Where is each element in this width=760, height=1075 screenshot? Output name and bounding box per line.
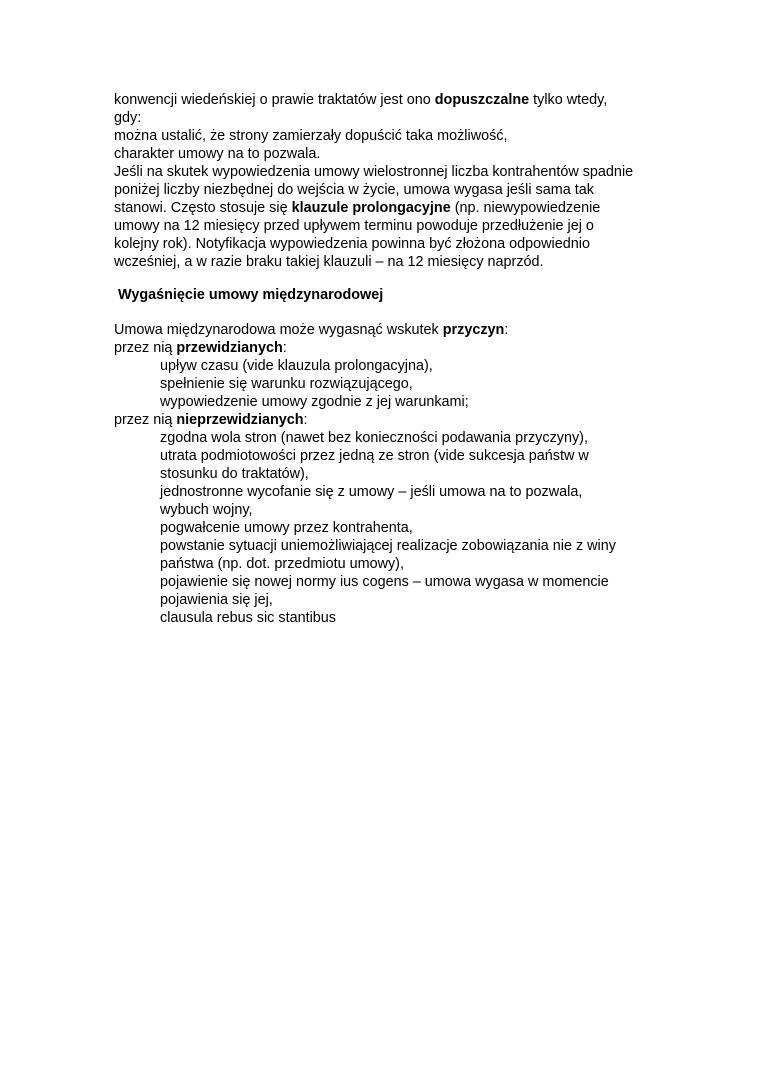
list-item: państwa (np. dot. przedmiotu umowy), (160, 556, 404, 572)
text-line: można ustalić, że strony zamierzały dopuścić taka możliwość, (114, 128, 508, 144)
list-item: pojawienie się nowej normy ius cogens – umowa wygasa w momencie (160, 574, 609, 590)
list-item: jednostronne wycofanie się z umowy – jeśli umowa na to pozwala, (160, 484, 583, 500)
list-item: wypowiedzenie umowy zgodnie z jej warunkami; (160, 394, 469, 410)
text-span: : (504, 322, 509, 338)
text-line: umowy na 12 miesięcy przed upływem terminu powoduje przedłużenie jej o (114, 218, 594, 234)
list-heading (114, 411, 674, 429)
list-item: utrata podmiotowości przez jedną ze stron (vide sukcesja państw w (160, 448, 589, 464)
list-item: wybuch wojny, (160, 502, 253, 518)
text-span: (np. niewypowiedzenie (450, 200, 601, 216)
bold-term: przyczyn (442, 322, 505, 338)
text-line: poniżej liczby niezbędnej do wejścia w życie, umowa wygasa jeśli sama tak (114, 182, 594, 198)
text-span: konwencji wiedeńskiej o prawie traktatów jest ono (114, 92, 435, 108)
text-line: wcześniej, a w razie braku takiej klauzuli – na 12 miesięcy naprzód. (114, 254, 544, 270)
text-line: charakter umowy na to pozwala. (114, 146, 321, 162)
list-item: clausula rebus sic stantibus (160, 610, 336, 626)
text-span: Umowa międzynarodowa może wygasnąć wskutek (114, 322, 443, 338)
list-item: stosunku do traktatów), (160, 466, 309, 482)
list-item: pojawienia się jej, (160, 592, 273, 608)
list-item: spełnienie się warunku rozwiązującego, (160, 376, 413, 392)
bold-term: nieprzewidzianych (176, 412, 304, 428)
text-span: przez nią (114, 340, 177, 356)
text-span: tylko wtedy, (529, 92, 608, 108)
text-line (114, 321, 674, 339)
list-heading (114, 339, 674, 357)
text-span: : (282, 340, 287, 356)
text-span: : (303, 412, 308, 428)
text-line (114, 91, 674, 109)
text-line: kolejny rok). Notyfikacja wypowiedzenia powinna być złożona odpowiednio (114, 236, 590, 252)
text-span: przez nią (114, 412, 177, 428)
list-item: upływ czasu (vide klauzula prolongacyjna), (160, 358, 433, 374)
causes-block (114, 321, 674, 627)
text-span: stanowi. Często stosuje się (114, 200, 292, 216)
section-heading: Wygaśnięcie umowy międzynarodowej (118, 287, 384, 303)
text-line: Jeśli na skutek wypowiedzenia umowy wielostronnej liczba kontrahentów spadnie (114, 164, 634, 180)
intro-block (114, 91, 674, 271)
text-line (114, 199, 674, 217)
list-item: powstanie sytuacji uniemożliwiającej realizacje zobowiązania nie z winy (160, 538, 616, 554)
list-item: zgodna wola stron (nawet bez konieczności podawania przyczyny), (160, 430, 588, 446)
bold-term: dopuszczalne (434, 92, 530, 108)
bold-term: klauzule prolongacyjne (291, 200, 451, 216)
text-line: gdy: (114, 110, 142, 126)
list-item: pogwałcenie umowy przez kontrahenta, (160, 520, 413, 536)
bold-term: przewidzianych (176, 340, 283, 356)
